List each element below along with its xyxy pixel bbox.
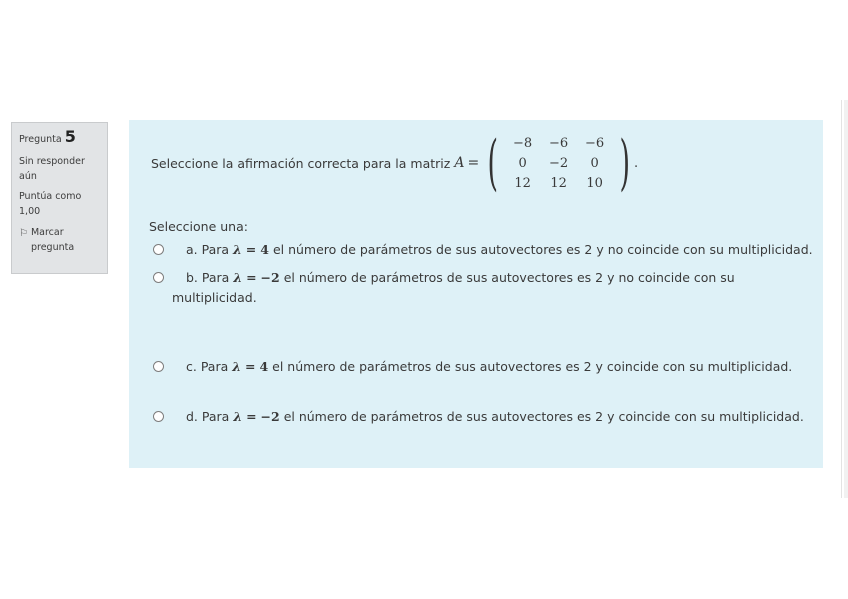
flag-icon: ⚐ (19, 228, 28, 239)
matrix-cell: 12 (550, 175, 567, 191)
matrix (481, 128, 639, 198)
matrix-grid (505, 135, 613, 192)
option-text: el número de parámetros de sus autovectores es 2 y no coincide con su (283, 270, 735, 285)
radio-a[interactable] (153, 244, 164, 255)
flag-question-link[interactable] (19, 225, 101, 255)
radio-b[interactable] (153, 272, 164, 283)
lambda-symbol: λ (232, 359, 242, 374)
equals-sign: = (246, 409, 257, 424)
radio-c[interactable] (153, 361, 164, 372)
page-edge-divider (841, 100, 842, 498)
question-content (129, 120, 823, 468)
matrix-cell: −6 (549, 135, 569, 151)
lambda-value: −2 (260, 409, 280, 424)
lambda-value: −2 (260, 270, 280, 285)
matrix-cell: 12 (514, 175, 531, 191)
option-prefix: d. Para (186, 409, 230, 424)
radio-d[interactable] (153, 411, 164, 422)
option-prefix: b. Para (186, 270, 230, 285)
option-text: el número de parámetros de sus autovectores es 2 y coincide con su multiplicidad. (283, 409, 804, 424)
lambda-value: 4 (260, 242, 269, 257)
select-prompt: Seleccione una: (149, 219, 248, 234)
question-text (151, 128, 639, 198)
lambda-value: 4 (259, 359, 269, 374)
right-paren: ) (619, 128, 630, 198)
question-grade: Puntúa como 1,00 (19, 191, 82, 217)
matrix-cell: −2 (549, 155, 569, 171)
flag-label: Marcar pregunta (30, 227, 75, 253)
equals-sign: = (245, 242, 257, 257)
question-state: Sin responder aún (19, 156, 85, 182)
left-paren: ( (487, 128, 499, 198)
matrix-cell: 0 (590, 155, 599, 171)
option-a[interactable] (153, 240, 813, 260)
question-info-panel (11, 122, 108, 274)
option-prefix: c. Para (186, 359, 229, 374)
matrix-cell: −8 (513, 135, 533, 151)
matrix-cell: −6 (585, 135, 605, 151)
lambda-symbol: λ (233, 270, 243, 285)
matrix-cell: 0 (518, 155, 527, 171)
equals-sign: = (467, 155, 480, 171)
option-c[interactable] (153, 357, 813, 377)
scrollbar-track[interactable] (844, 100, 848, 498)
question-number-row (19, 129, 101, 147)
equals-sign: = (245, 359, 256, 374)
equals-sign: = (246, 270, 257, 285)
option-text: el número de parámetros de sus autovectores es 2 y no coincide con su multiplicidad. (272, 242, 813, 257)
lambda-symbol: λ (233, 242, 242, 257)
option-text: el número de parámetros de sus autovectores es 2 y coincide con su multiplicidad. (272, 359, 793, 374)
option-b[interactable] (153, 268, 813, 308)
sentence-end: . (634, 155, 639, 171)
option-prefix: a. Para (186, 242, 230, 257)
option-text-continuation: multiplicidad. (172, 290, 257, 305)
matrix-name: A (454, 155, 465, 171)
lambda-symbol: λ (233, 409, 243, 424)
question-label: Pregunta (19, 134, 62, 145)
question-number: 5 (64, 127, 76, 146)
matrix-cell: 10 (586, 175, 603, 191)
question-intro: Seleccione la afirmación correcta para la matriz (151, 155, 451, 171)
option-d[interactable] (153, 407, 813, 427)
